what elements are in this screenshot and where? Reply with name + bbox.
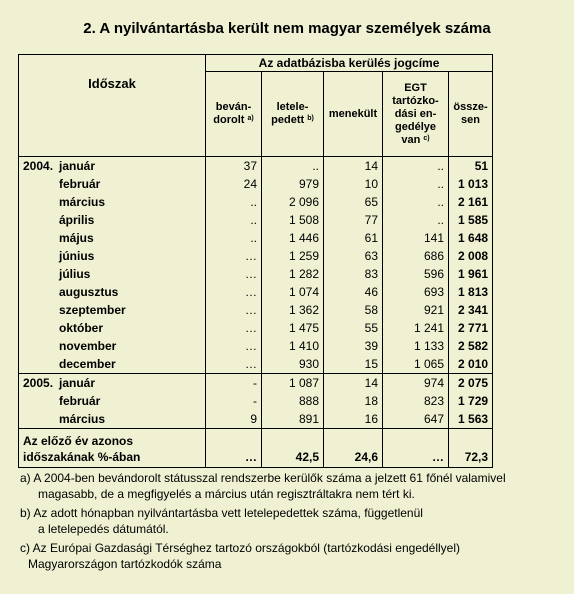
cell-value: 77: [324, 211, 383, 229]
row-year: 2004.: [23, 159, 54, 173]
cell-value: 1 648: [449, 229, 493, 247]
cell-value: 888: [262, 392, 324, 410]
cell-value: 1 961: [449, 265, 493, 283]
table-row: [19, 355, 493, 374]
cell-value: 1 087: [262, 374, 324, 393]
row-label: [19, 175, 206, 193]
cell-value: ..: [383, 157, 449, 176]
summary-value: …: [383, 429, 449, 468]
row-label: [19, 337, 206, 355]
summary-value: 24,6: [324, 429, 383, 468]
row-month: május: [59, 231, 94, 245]
cell-value: …: [206, 265, 262, 283]
cell-value: 596: [383, 265, 449, 283]
cell-value: 921: [383, 301, 449, 319]
cell-value: 2 771: [449, 319, 493, 337]
row-month: január: [59, 376, 96, 390]
col-header-letelepedett: letele- pedett $^{b)}$: [262, 72, 324, 157]
row-label: [19, 193, 206, 211]
cell-value: 930: [262, 355, 324, 374]
cell-value: 2 010: [449, 355, 493, 374]
table-row: [19, 392, 493, 410]
cell-value: ..: [383, 193, 449, 211]
cell-value: 14: [324, 157, 383, 176]
group-header: Az adatbázisba kerülés jogcíme: [206, 55, 493, 72]
footnote-c: c) Az Európai Gazdasági Térséghez tartozó országokból (tartózkodási engedéllyel) Magyarországon tartózkodók száma: [20, 541, 461, 571]
row-label: [19, 374, 206, 393]
cell-value: ..: [206, 229, 262, 247]
cell-value: 2 096: [262, 193, 324, 211]
table-body: [19, 157, 493, 468]
cell-value: 2 075: [449, 374, 493, 393]
cell-value: 2 008: [449, 247, 493, 265]
cell-value: 891: [262, 410, 324, 429]
cell-value: …: [206, 319, 262, 337]
row-month: március: [59, 195, 106, 209]
cell-value: 974: [383, 374, 449, 393]
table-row: [19, 265, 493, 283]
table-row: [19, 211, 493, 229]
cell-value: ..: [383, 175, 449, 193]
cell-value: 63: [324, 247, 383, 265]
cell-value: 61: [324, 229, 383, 247]
cell-value: 1 585: [449, 211, 493, 229]
row-month: június: [59, 249, 95, 263]
cell-value: 1 065: [383, 355, 449, 374]
summary-label: Az előző év azonos időszakának %-ában: [19, 429, 206, 468]
col-header-osszesen: össze- sen: [449, 72, 493, 157]
cell-value: 1 446: [262, 229, 324, 247]
summary-value: 42,5: [262, 429, 324, 468]
cell-value: ..: [206, 193, 262, 211]
row-month: december: [59, 357, 116, 371]
row-year: 2005.: [23, 376, 54, 390]
cell-value: 141: [383, 229, 449, 247]
table-row: [19, 175, 493, 193]
cell-value: 1 074: [262, 283, 324, 301]
table-row: [19, 157, 493, 176]
row-label: [19, 157, 206, 176]
cell-value: 15: [324, 355, 383, 374]
table-row: [19, 410, 493, 429]
row-month: március: [59, 412, 106, 426]
cell-value: 1 013: [449, 175, 493, 193]
cell-value: ..: [383, 211, 449, 229]
row-month: február: [59, 394, 101, 408]
col-header-menekult: menekült: [324, 72, 383, 157]
footnote-a: a) A 2004-ben bevándorolt státusszal rendszerbe kerülők száma a jelzett 61 főnél valamivel magasabb, de a megfigyelés a március után regisztráltakra nem tért ki.: [20, 471, 506, 501]
cell-value: 2 341: [449, 301, 493, 319]
cell-value: 1 410: [262, 337, 324, 355]
period-header: Időszak: [19, 55, 206, 157]
row-label: [19, 392, 206, 410]
cell-value: 51: [449, 157, 493, 176]
cell-value: 686: [383, 247, 449, 265]
row-label: [19, 283, 206, 301]
row-month: július: [59, 267, 91, 281]
row-label: [19, 410, 206, 429]
table-row: [19, 229, 493, 247]
col-header-egt: EGT tartózko- dási en- gedélye van $^{c)}$: [383, 72, 449, 157]
cell-value: 46: [324, 283, 383, 301]
cell-value: 14: [324, 374, 383, 393]
cell-value: 1 282: [262, 265, 324, 283]
cell-value: 58: [324, 301, 383, 319]
footnotes: [20, 470, 570, 575]
cell-value: 1 241: [383, 319, 449, 337]
cell-value: 16: [324, 410, 383, 429]
cell-value: 647: [383, 410, 449, 429]
cell-value: 1 133: [383, 337, 449, 355]
footnote-b: b) Az adott hónapban nyilvántartásba vett letelepedettek száma, függetlenül a letelepedés dátumától.: [20, 506, 423, 536]
header-row-1: [19, 55, 493, 72]
row-label: [19, 319, 206, 337]
row-label: [19, 301, 206, 319]
row-label: [19, 247, 206, 265]
cell-value: 10: [324, 175, 383, 193]
row-label: [19, 265, 206, 283]
summary-value: …: [206, 429, 262, 468]
cell-value: ..: [262, 157, 324, 176]
summary-row: [19, 429, 493, 468]
row-label: [19, 355, 206, 374]
data-table: [18, 54, 493, 468]
table-row: [19, 283, 493, 301]
row-month: szeptember: [59, 303, 126, 317]
row-month: augusztus: [59, 285, 119, 299]
cell-value: 1 729: [449, 392, 493, 410]
cell-value: …: [206, 355, 262, 374]
col-header-bevandorolt: beván- dorolt $^{a)}$: [206, 72, 262, 157]
cell-value: 1 362: [262, 301, 324, 319]
row-month: február: [59, 177, 101, 191]
cell-value: 693: [383, 283, 449, 301]
table-row: [19, 319, 493, 337]
row-month: január: [59, 159, 96, 173]
cell-value: 1 563: [449, 410, 493, 429]
cell-value: …: [206, 301, 262, 319]
cell-value: …: [206, 247, 262, 265]
cell-value: 24: [206, 175, 262, 193]
cell-value: 55: [324, 319, 383, 337]
cell-value: 39: [324, 337, 383, 355]
cell-value: ..: [206, 211, 262, 229]
cell-value: 823: [383, 392, 449, 410]
cell-value: -: [206, 374, 262, 393]
page-title: 2. A nyilvántartásba került nem magyar személyek száma: [83, 20, 491, 37]
cell-value: …: [206, 337, 262, 355]
table-row: [19, 337, 493, 355]
cell-value: …: [206, 283, 262, 301]
cell-value: 37: [206, 157, 262, 176]
cell-value: 1 508: [262, 211, 324, 229]
cell-value: 1 259: [262, 247, 324, 265]
row-month: november: [59, 339, 117, 353]
row-month: október: [59, 321, 104, 335]
cell-value: 65: [324, 193, 383, 211]
row-label: [19, 229, 206, 247]
table-row: [19, 247, 493, 265]
table-row: [19, 374, 493, 393]
cell-value: 1 475: [262, 319, 324, 337]
cell-value: 2 161: [449, 193, 493, 211]
table-row: [19, 301, 493, 319]
cell-value: 1 813: [449, 283, 493, 301]
row-month: április: [59, 213, 95, 227]
cell-value: 9: [206, 410, 262, 429]
summary-value: 72,3: [449, 429, 493, 468]
cell-value: 979: [262, 175, 324, 193]
row-label: [19, 211, 206, 229]
cell-value: 2 582: [449, 337, 493, 355]
cell-value: -: [206, 392, 262, 410]
cell-value: 18: [324, 392, 383, 410]
table-row: [19, 193, 493, 211]
cell-value: 83: [324, 265, 383, 283]
